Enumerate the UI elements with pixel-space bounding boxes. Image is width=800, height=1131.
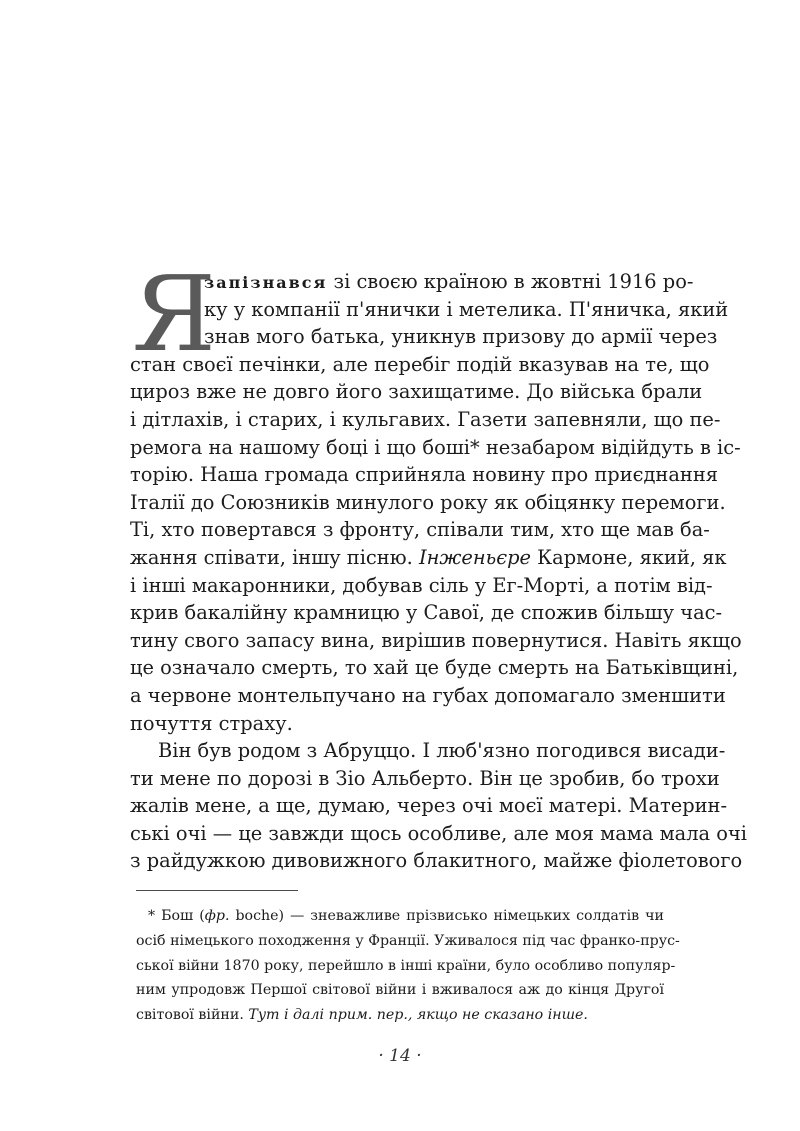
footnote-rule — [136, 890, 298, 891]
text-line: і інші макаронники, добував сіль у Ег-Морті, а потім від- — [130, 573, 713, 597]
footnote-line: ської війни 1870 року, перейшло в інші країни, було особливо популяр- — [136, 957, 676, 974]
text-line: стан своєї печінки, але перебіг подій вказував на те, що — [130, 352, 710, 376]
main-text — [130, 253, 747, 875]
text-line: торію. Наша громада сприйняла новину про приєднання — [130, 463, 718, 487]
text-line: запізнався зі своєю країною в жовтні 1916 ро- — [204, 270, 694, 293]
page-number: · 14 · — [378, 1046, 422, 1066]
text-line: ремога на нашому боці і що боші* незабаром відійдуть в іс- — [130, 435, 741, 459]
text-line: з райдужкою дивовижного блакитного, майже фіолетового — [130, 849, 743, 873]
text-line: ські очі — це завжди щось особливе, але моя мама мала очі — [130, 821, 747, 845]
text-line: а червоне монтельпучано на губах допомагало зменшити — [130, 683, 726, 707]
text-line: тину свого запасу вина, вирішив повернутися. Навіть якщо — [130, 628, 742, 652]
first-word: запізнався — [204, 273, 328, 292]
text-line: почуття страху. — [130, 711, 293, 735]
text-line: ку у компанії п'янички і метелика. П'яничка, який — [204, 297, 729, 321]
drop-cap: Я — [132, 253, 216, 375]
text-line: цироз вже не довго його захищатиме. До війська брали — [130, 380, 703, 404]
text-line: жання співати, іншу пісню. Інженьєре Кармоне, який, як — [130, 545, 727, 569]
text-line: крив бакалійну крамницю у Савої, де спожив більшу час- — [130, 601, 723, 625]
footnote-line: ним упродовж Першої світової війни і вживалося аж до кінця Другої — [136, 982, 664, 999]
italic-word: Інженьєре — [418, 545, 531, 569]
text-line: Він був родом з Абруццо. І люб'язно погодився висади- — [158, 739, 726, 763]
footnote-line: * Бош (фр. boche) — зневажливе прізвисько німецьких солдатів чи — [148, 908, 664, 924]
text-line: ти мене по дорозі в Зіо Альберто. Він це зробив, бо трохи — [130, 766, 720, 790]
footnote — [136, 904, 680, 1028]
footnote-line: осіб німецького походження у Франції. Уживалося під час франко-прус- — [136, 932, 680, 949]
text-line: Італії до Союзників минулого року як обіцянку перемоги. — [130, 490, 726, 514]
text-line: це означало смерть, то хай це буде смерть на Батьківщині, — [130, 656, 739, 680]
text-line: знав мого батька, уникнув призову до армії через — [204, 325, 718, 349]
text-line: Ті, хто повертався з фронту, співали тим, хто ще мав ба- — [130, 518, 710, 542]
footnote-line: світової війни. Тут і далі прим. пер., якщо не сказано інше. — [136, 1007, 588, 1024]
text-line: і дітлахів, і старих, і кульгавих. Газети запевняли, що пе- — [130, 407, 721, 431]
text-line: жалів мене, а ще, думаю, через очі моєї матері. Материн- — [130, 794, 728, 818]
